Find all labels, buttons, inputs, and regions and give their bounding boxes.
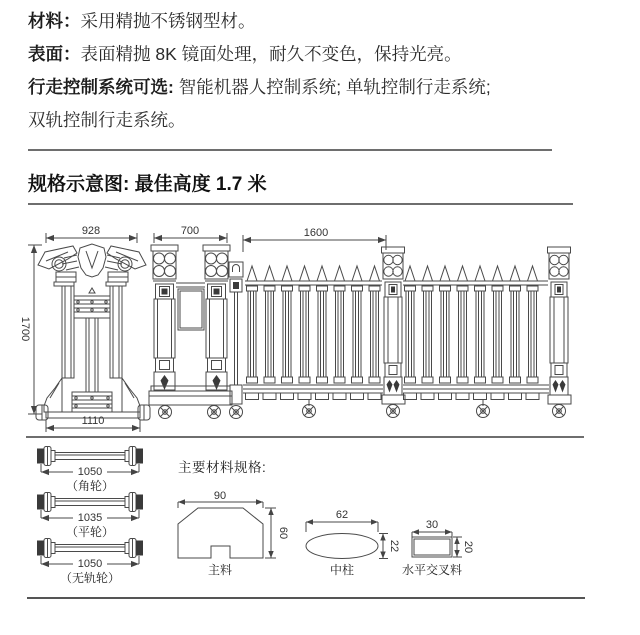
main-profile-label: 主料 (207, 563, 233, 577)
gate-head-front-view (36, 244, 150, 420)
flat-wheel-dim: 1035 (77, 512, 103, 524)
dim-head-width: 928 (81, 225, 101, 237)
fence-connector (229, 262, 243, 419)
flat-wheel-label: （平轮） (65, 525, 115, 539)
center-post-width: 62 (335, 509, 349, 521)
trackless-wheel-dim: 1050 (77, 558, 103, 570)
center-post-label: 中柱 (329, 563, 355, 577)
flat-wheel-diagram (37, 493, 143, 540)
divider-under-title (28, 203, 573, 205)
spec-line-control-2 (28, 104, 588, 137)
main-profile-width: 90 (213, 490, 227, 502)
corner-wheel-dim: 1050 (77, 466, 103, 478)
product-spec-text (28, 5, 588, 137)
wheel-axle-diagrams (20, 440, 170, 595)
trackless-wheel-label: （无轨轮） (59, 571, 121, 585)
cross-bar-width: 30 (425, 519, 439, 531)
main-profile-height: 60 (277, 526, 289, 540)
dim-fence-width: 1600 (303, 227, 329, 239)
spec-line-surface (28, 38, 588, 71)
corner-wheel-label: （角轮） (65, 479, 115, 493)
divider-top (28, 149, 552, 151)
center-post-profile (306, 522, 388, 559)
spec-line-material (28, 5, 588, 38)
main-profile (178, 502, 276, 558)
cross-bar-height: 20 (462, 540, 474, 554)
gate-head-side-view (149, 245, 232, 419)
spec-value-control-2: 双轨控制行走系统。 (28, 110, 186, 130)
corner-wheel-diagram (37, 447, 143, 494)
spec-value-surface: 表面精抛 8K 镜面处理，耐久不变色，保持光亮。 (80, 44, 462, 64)
spec-label-material: 材料： (28, 11, 81, 31)
materials-title: 主要材料规格: (178, 460, 267, 475)
material-profile-diagrams (170, 485, 490, 585)
spec-value-control: 智能机器人控制系统; 单轨控制行走系统; (173, 77, 491, 97)
cross-bar-label: 水平交叉料 (401, 563, 463, 577)
spec-label-surface: 表面： (28, 44, 81, 64)
dim-side-width: 700 (180, 225, 200, 237)
fence-post-2 (548, 247, 572, 404)
fence-section-1 (243, 266, 383, 418)
spec-value-material: 采用精抛不锈钢型材。 (80, 11, 256, 31)
fence-post-2-wheel (553, 405, 566, 418)
gate-technical-drawing (0, 208, 640, 436)
divider-bottom (27, 597, 585, 599)
fence-post-1-wheel (387, 405, 400, 418)
spec-line-control (28, 71, 588, 104)
dim-total-height: 1700 (19, 316, 31, 342)
fence-section-2 (403, 266, 549, 418)
trackless-wheel-diagram (37, 539, 143, 586)
fence-post-1 (382, 247, 406, 404)
dim-base-width: 1110 (81, 415, 105, 427)
section-title: 规格示意图: 最佳高度 1.7 米 (28, 174, 267, 195)
cross-bar-profile (412, 532, 462, 557)
spec-label-control: 行走控制系统可选: (28, 77, 174, 97)
divider-under-diagram (26, 436, 584, 438)
center-post-height: 22 (388, 539, 400, 553)
